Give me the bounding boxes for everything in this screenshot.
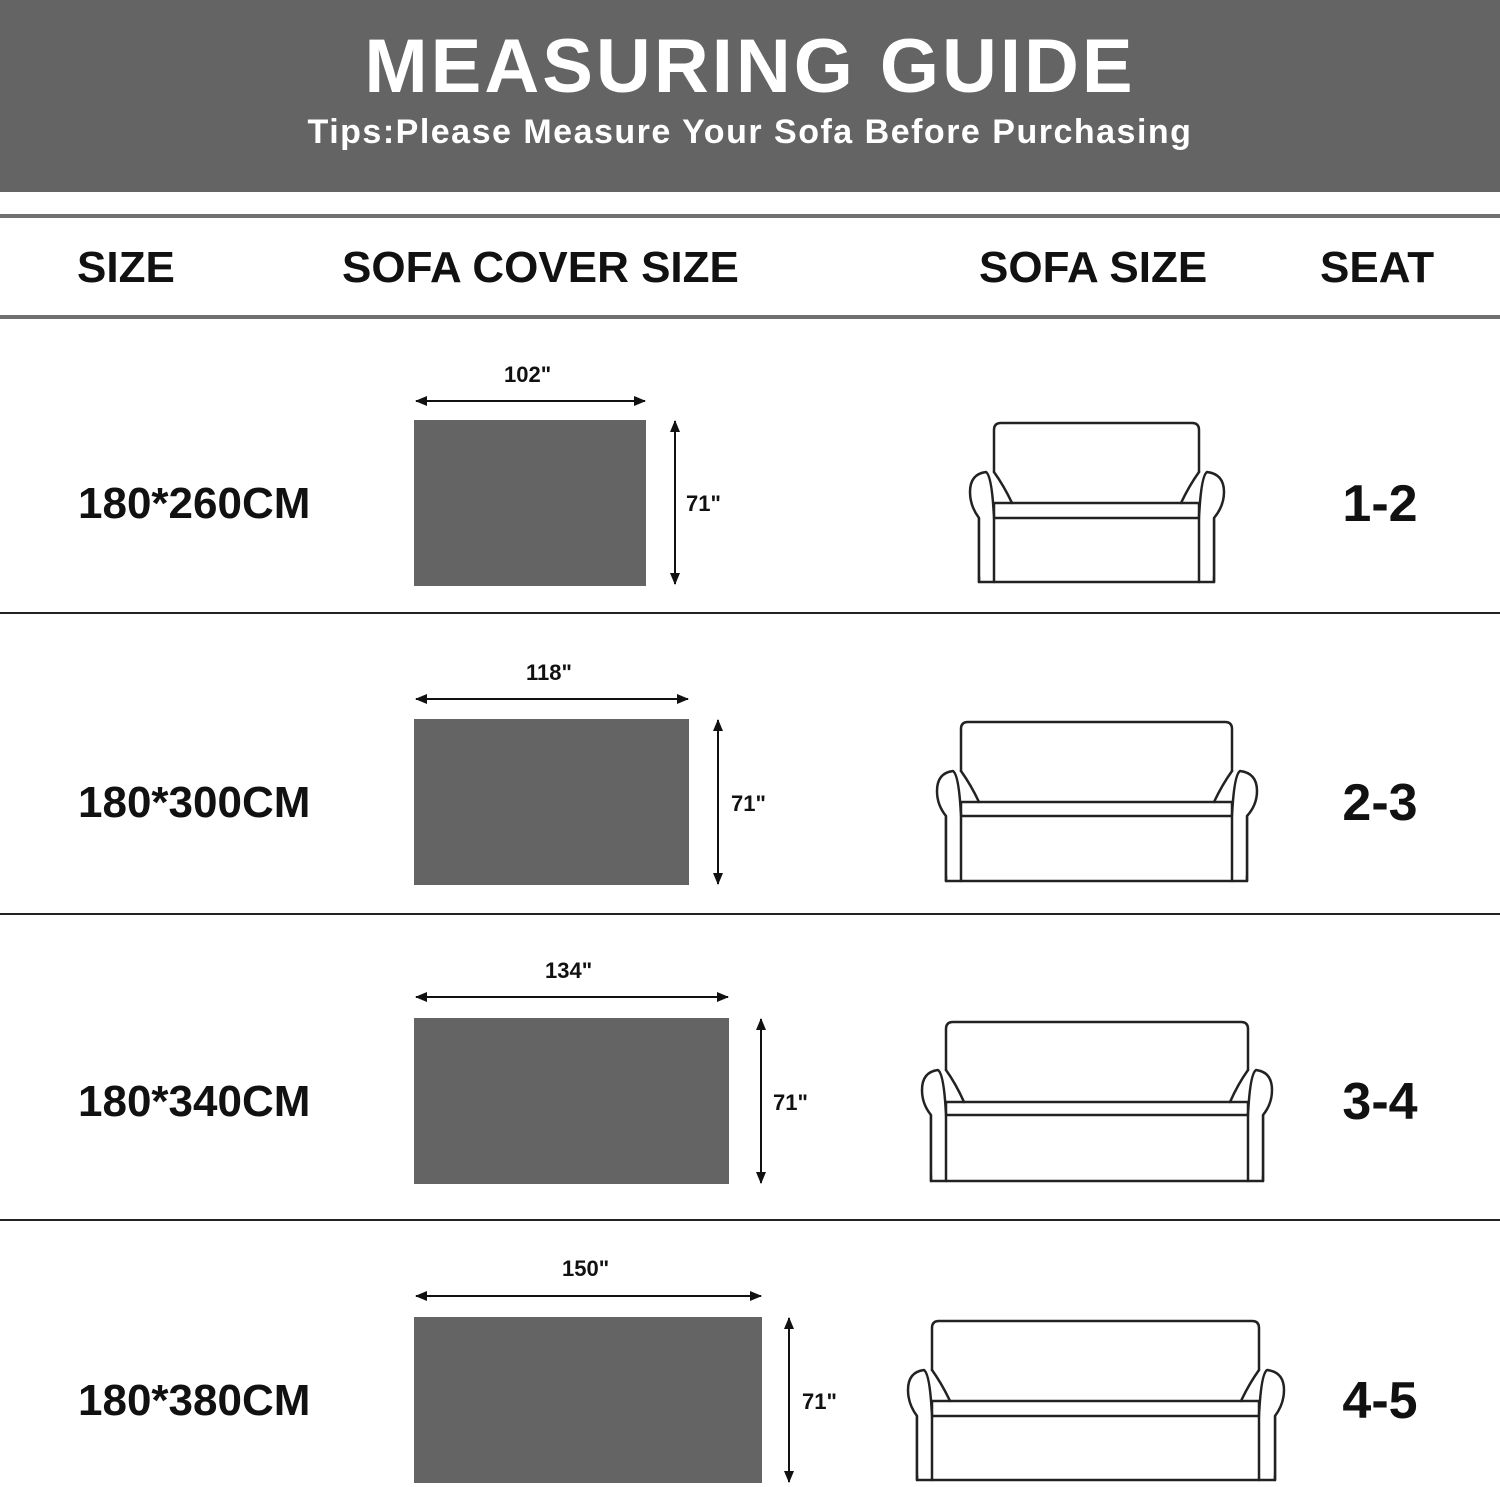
column-header-seat: SEAT bbox=[1320, 243, 1435, 292]
cover-height-label: 71" bbox=[802, 1389, 837, 1414]
cover-rectangle bbox=[414, 719, 689, 885]
cover-height-label: 71" bbox=[686, 491, 721, 516]
column-header-cover-size: SOFA COVER SIZE bbox=[342, 243, 739, 292]
page-subtitle: Tips:Please Measure Your Sofa Before Purchasing bbox=[307, 113, 1193, 151]
column-header-sofa-size: SOFA SIZE bbox=[979, 243, 1208, 292]
row-seat-label: 3-4 bbox=[1342, 1073, 1418, 1131]
row-size-label: 180*300CM bbox=[78, 778, 311, 827]
cover-rectangle bbox=[414, 420, 646, 586]
cover-rectangle bbox=[414, 1018, 729, 1184]
cover-width-label: 134" bbox=[545, 958, 593, 983]
sofa-outline-icon bbox=[970, 423, 1224, 582]
row-seat-label: 1-2 bbox=[1342, 475, 1418, 533]
cover-width-label: 102" bbox=[504, 362, 552, 387]
cover-height-label: 71" bbox=[731, 791, 766, 816]
cover-width-label: 150" bbox=[562, 1256, 610, 1281]
row-size-label: 180*380CM bbox=[78, 1376, 311, 1425]
row-seat-label: 2-3 bbox=[1342, 774, 1418, 832]
sofa-outline-icon bbox=[937, 722, 1257, 881]
row-size-label: 180*340CM bbox=[78, 1077, 311, 1126]
cover-width-label: 118" bbox=[526, 660, 572, 685]
row-size-label: 180*260CM bbox=[78, 479, 311, 528]
cover-rectangle bbox=[414, 1317, 762, 1483]
column-header-size: SIZE bbox=[77, 243, 175, 292]
row-seat-label: 4-5 bbox=[1342, 1372, 1418, 1430]
page-title: MEASURING GUIDE bbox=[364, 24, 1136, 109]
sofa-outline-icon bbox=[908, 1321, 1284, 1480]
sofa-outline-icon bbox=[922, 1022, 1272, 1181]
cover-height-label: 71" bbox=[773, 1090, 808, 1115]
